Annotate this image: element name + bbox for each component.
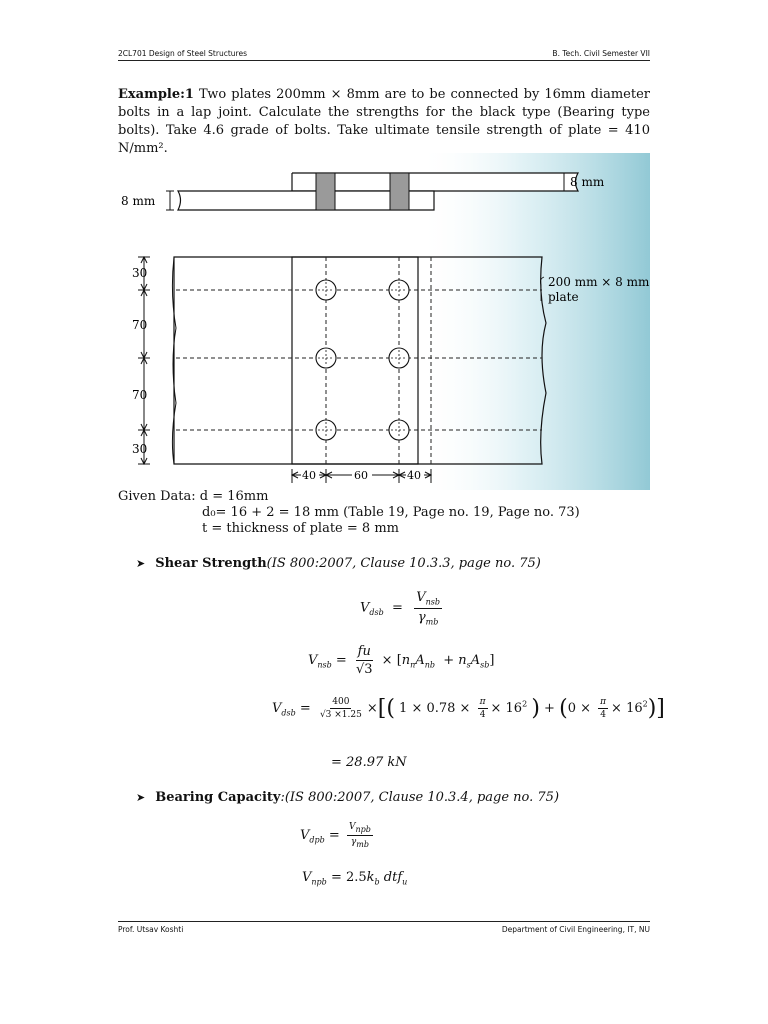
author-name: Prof. Utsav Koshti [118,925,184,934]
dim-label-40-right: 40 [407,469,421,482]
given-line-diameter: Given Data: d = 16mm [118,489,269,504]
vertical-dimension [138,257,150,464]
plate-label-plate: plate [548,290,579,304]
equation-vdpb: $V_{dpb}$ = $\frac{V_{npb}}{\gamma_{mb}}$ [300,822,371,849]
scan-tint [418,153,650,490]
course-title: 2CL701 Design of Steel Structures [118,49,247,58]
department-name: Department of Civil Engineering, IT, NU [501,925,650,934]
example-statement [118,86,650,158]
thickness-label-left: 8 mm [121,194,156,208]
bearing-capacity-heading [136,790,559,805]
equation-vdsb-substituted: $V_{dsb}$ = $\frac{400}{√3 \times 1.25}$ ×[( 1 × 0.78 × $\frac{\pi}{4}$ × $16^2$ ) + (0 × $\frac{\pi}{4}$ × $16^2$)] [272,696,665,721]
shear-strength-result: = 28.97 kN [331,755,407,770]
given-line-hole-diameter: d₀= 16 + 2 = 18 mm (Table 19, Page no. 19, Page no. 73) [202,505,580,520]
lap-joint-drawing [118,153,650,490]
thickness-label-right: 8 mm [570,175,605,189]
bearing-capacity-ref: :(IS 800:2007, Clause 10.3.4, page no. 75) [280,790,560,805]
dim-label-40-left: 40 [302,469,316,482]
given-data [118,489,650,537]
bolt-section-2 [390,173,409,210]
shear-strength-title: Shear Strength [155,556,267,571]
given-line-thickness: t = thickness of plate = 8 mm [202,521,399,536]
dim-label-60: 60 [354,469,368,482]
semester-label: B. Tech. Civil Semester VII [552,49,650,58]
shear-strength-ref: (IS 800:2007, Clause 10.3.3, page no. 75) [266,556,541,571]
shear-strength-heading [136,556,541,571]
page-header [118,44,650,61]
example-text: Two plates 200mm × 8mm are to be connected by 16mm diameter bolts in a lap joint. Calculate the strengths for the black type (Bearing type bolts). Take 4.6 grade of bolts. Take ultimate tensile strength of plate = 410 N/mm². [118,87,650,156]
lower-plate-plan [174,257,418,464]
plate-label-size: 200 mm × 8 mm [548,275,650,289]
dim-label-30-bottom: 30 [132,442,148,456]
equation-vnpb: $V_{npb} = 2.5k_b$ dtf$_u$ [302,870,408,887]
bearing-capacity-title: Bearing Capacity [155,790,281,805]
equation-vnsb: $V_{nsb}$ = $\frac{fu}{√3}$ × $[n_nA_{nb} + n_sA_{sb}]$ [308,644,495,677]
lap-joint-figure [118,153,650,490]
bullet-arrow-icon: ➤ [136,557,146,570]
thickness-dim-left [166,191,174,210]
equation-vdsb: $V_{dsb}$ = $\frac{V_{nsb}}{\gamma_{mb}}$ [360,590,440,627]
dim-label-70-a: 70 [132,318,148,332]
dim-label-30-top: 30 [132,266,148,280]
bullet-arrow-icon: ➤ [136,791,146,804]
example-label: Example:1 [118,87,194,102]
bolt-section-1 [316,173,335,210]
page-footer [118,921,650,939]
dim-label-70-b: 70 [132,388,148,402]
